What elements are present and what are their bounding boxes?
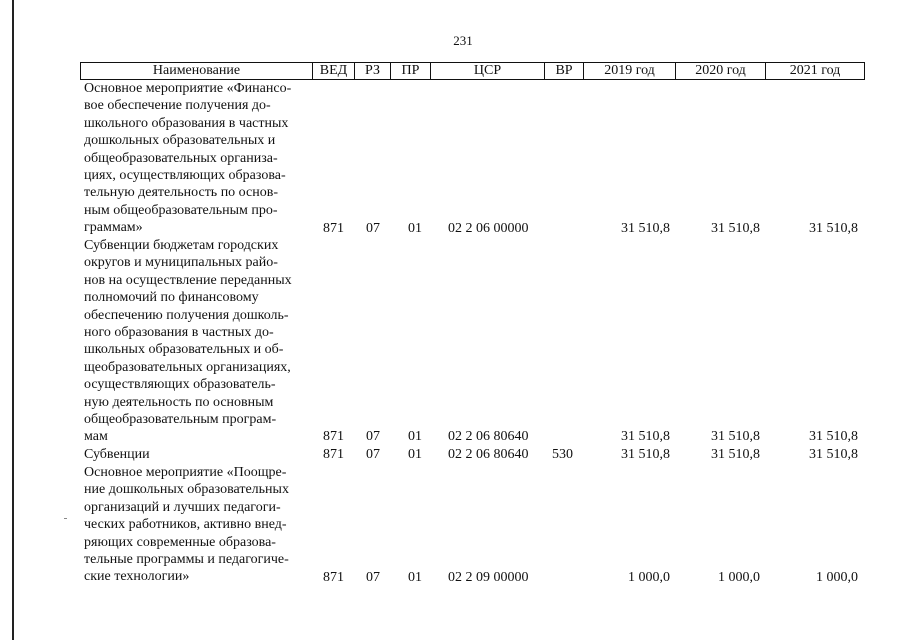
row-2019: 31 510,8 (621, 221, 670, 236)
row-name: Субвенции бюджетам городских округов и муниципальных райо- нов на осуществление переданных полномочий по финансовому обеспечению получения дошколь- ного образования в частных до- школьных образовательных и об- щеобразовательных организациях, осуществляющих образователь- ную деятельность по основным общеобразовательным програм- мам (84, 238, 292, 445)
table-header (80, 62, 865, 80)
row-2019: 31 510,8 (621, 447, 670, 462)
row-2020: 31 510,8 (711, 429, 760, 444)
row-pr: 01 (408, 221, 422, 236)
row-2021: 31 510,8 (809, 221, 858, 236)
row-2020: 31 510,8 (711, 221, 760, 236)
page-left-edge (12, 0, 14, 640)
header-name: Наименование (81, 63, 313, 79)
header-rz: РЗ (355, 63, 391, 79)
row-2020: 1 000,0 (718, 570, 760, 585)
row-pr: 01 (408, 429, 422, 444)
row-ved: 871 (323, 221, 344, 236)
row-csr: 02 2 09 00000 (448, 570, 529, 585)
row-vr: 530 (552, 447, 573, 462)
header-pr: ПР (391, 63, 431, 79)
row-2021: 31 510,8 (809, 447, 858, 462)
header-2021: 2021 год (789, 63, 841, 78)
row-2020: 31 510,8 (711, 447, 760, 462)
page-number: 231 (453, 33, 473, 48)
row-csr: 02 2 06 80640 (448, 429, 529, 444)
table-row (80, 237, 865, 447)
row-pr: 01 (408, 447, 422, 462)
row-ved: 871 (323, 570, 344, 585)
row-rz: 07 (366, 447, 380, 462)
table-row (80, 464, 865, 590)
table-row (80, 80, 865, 240)
row-name: Субвенции (84, 447, 150, 462)
row-2021: 1 000,0 (816, 570, 858, 585)
row-ved: 871 (323, 429, 344, 444)
row-name: Основное мероприятие «Поощре- ние дошкольных образовательных организаций и лучших педагоги- ческих работников, активно внед- ряющих современные образова- тельные программы и педагогиче- ские технологии» (84, 465, 289, 585)
row-rz: 07 (366, 221, 380, 236)
row-rz: 07 (366, 570, 380, 585)
header-ved: ВЕД (313, 63, 355, 79)
row-ved: 871 (323, 447, 344, 462)
table-row (80, 446, 865, 464)
scan-speck (64, 518, 67, 519)
header-vr: ВР (545, 63, 584, 79)
row-name: Основное мероприятие «Финансо- вое обеспечение получения до- школьного образования в частных дошкольных образовательных и общеобразовательных организа- циях, осуществляющих образова- тельную деятельность по основ- ным общеобразовательным про- граммам» (84, 81, 292, 236)
row-2019: 31 510,8 (621, 429, 670, 444)
header-csr: ЦСР (431, 63, 545, 79)
row-pr: 01 (408, 570, 422, 585)
row-2021: 31 510,8 (809, 429, 858, 444)
header-2020: 2020 год (676, 63, 766, 79)
row-csr: 02 2 06 00000 (448, 221, 529, 236)
row-2019: 1 000,0 (628, 570, 670, 585)
row-csr: 02 2 06 80640 (448, 447, 529, 462)
header-2019: 2019 год (584, 63, 676, 79)
row-rz: 07 (366, 429, 380, 444)
